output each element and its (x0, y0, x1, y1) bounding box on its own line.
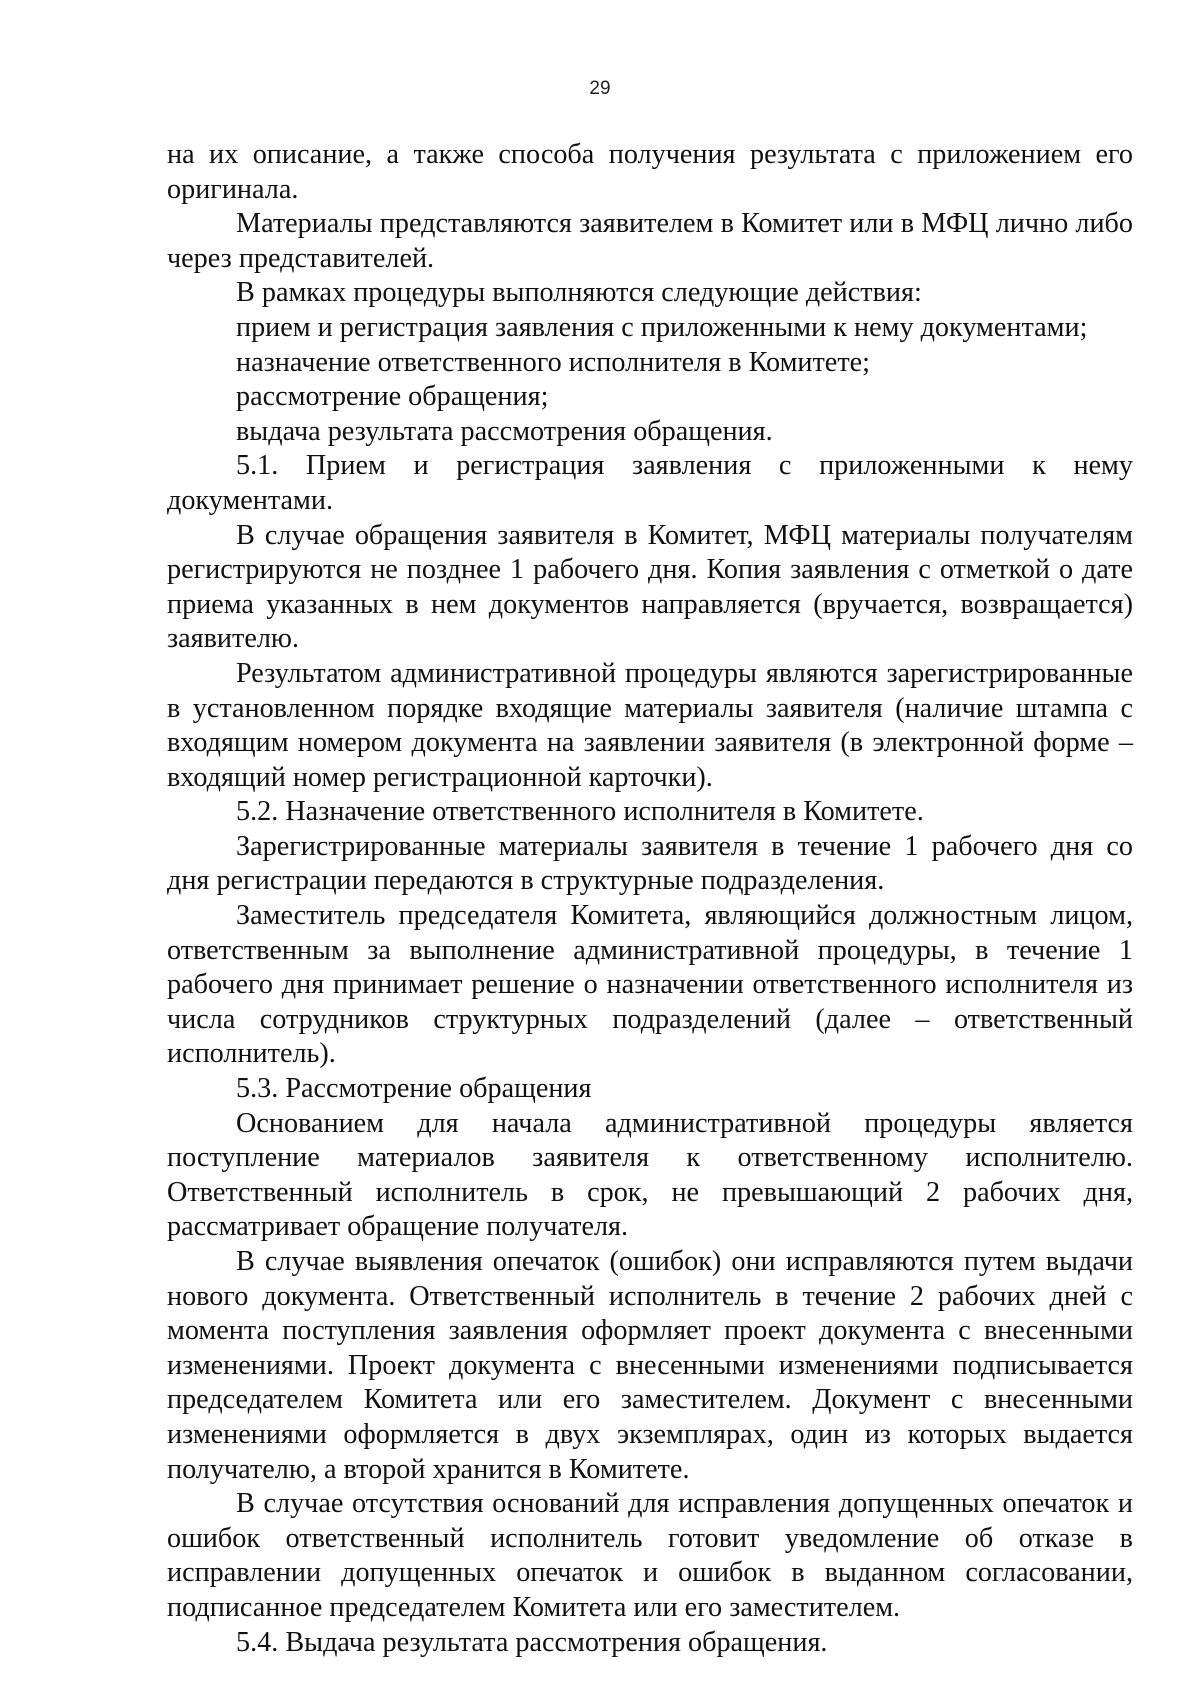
document-body (167, 138, 1133, 1660)
paragraph-materials-submission: Материалы представляются заявителем в Комитет или в МФЦ лично либо через представителей. (167, 208, 1133, 274)
list-item-reception-registration: прием и регистрация заявления с приложенными к нему документами; (236, 311, 1088, 343)
paragraph-deputy-decision: Заместитель председателя Комитета, являющийся должностным лицом, ответственным за выполнение административной процедуры, в течение 1 рабочего дня принимает решение о назначении ответственного исполнителя из числа сотрудников структурных подразделений (далее – ответственный исполнитель). (167, 900, 1133, 1070)
paragraph-transfer-to-divisions: Зарегистрированные материалы заявителя в течение 1 рабочего дня со дня регистрации передаются в структурные подразделения. (167, 830, 1133, 897)
paragraph-continuation: на их описание, а также способа получения результата с приложением его оригинала. (167, 139, 1133, 205)
section-heading-5-1: 5.1. Прием и регистрация заявления с приложенными к нему документами. (167, 450, 1133, 516)
paragraph-registration-result: Результатом административной процедуры являются зарегистрированные в установленном порядке входящие материалы заявителя (наличие штампа с входящим номером документа на заявлении заявителя (в электронной форме – входящий номер регистрационной карточки). (167, 657, 1133, 793)
list-item-assign-executor: назначение ответственного исполнителя в Комитете; (236, 346, 870, 378)
paragraph-refusal-notice: В случае отсутствия оснований для исправления допущенных опечаток и ошибок ответственный исполнитель готовит уведомление об отказе в исправлении допущенных опечаток и ошибок в выданном согласовании, подписанное председателем Комитета или его заместителем. (167, 1488, 1133, 1623)
paragraph-procedure-actions-intro: В рамках процедуры выполняются следующие действия: (236, 277, 922, 309)
list-item-issue-result: выдача результата рассмотрения обращения. (236, 415, 773, 447)
paragraph-registration-timing: В случае обращения заявителя в Комитет, МФЦ материалы получателям регистрируются не позднее 1 рабочего дня. Копия заявления с отметкой о дате приема указанных в нем документов направляется (вручается, возвращается) заявителю. (167, 519, 1133, 655)
list-item-review-appeal: рассмотрение обращения; (236, 381, 549, 413)
section-heading-5-2: 5.2. Назначение ответственного исполнителя в Комитете. (236, 796, 924, 828)
page-number: 29 (589, 78, 611, 99)
section-heading-5-4: 5.4. Выдача результата рассмотрения обращения. (236, 1626, 828, 1658)
section-heading-5-3: 5.3. Рассмотрение обращения (236, 1073, 592, 1105)
paragraph-typo-correction: В случае выявления опечаток (ошибок) они исправляются путем выдачи нового документа. Ответственный исполнитель в течение 2 рабочих дней с момента поступления заявления оформляет проект документа с внесенными изменениями. Проект документа с внесенными изменениями подписывается председателем Комитета или его заместителем. Документ с внесенными изменениями оформляется в двух экземплярах, один из которых выдается получателю, а второй хранится в Комитете. (167, 1246, 1133, 1485)
paragraph-review-basis: Основанием для начала административной процедуры является поступление материалов заявителя к ответственному исполнителю. Ответственный исполнитель в срок, не превышающий 2 рабочих дня, рассматривает обращение получателя. (167, 1107, 1133, 1243)
